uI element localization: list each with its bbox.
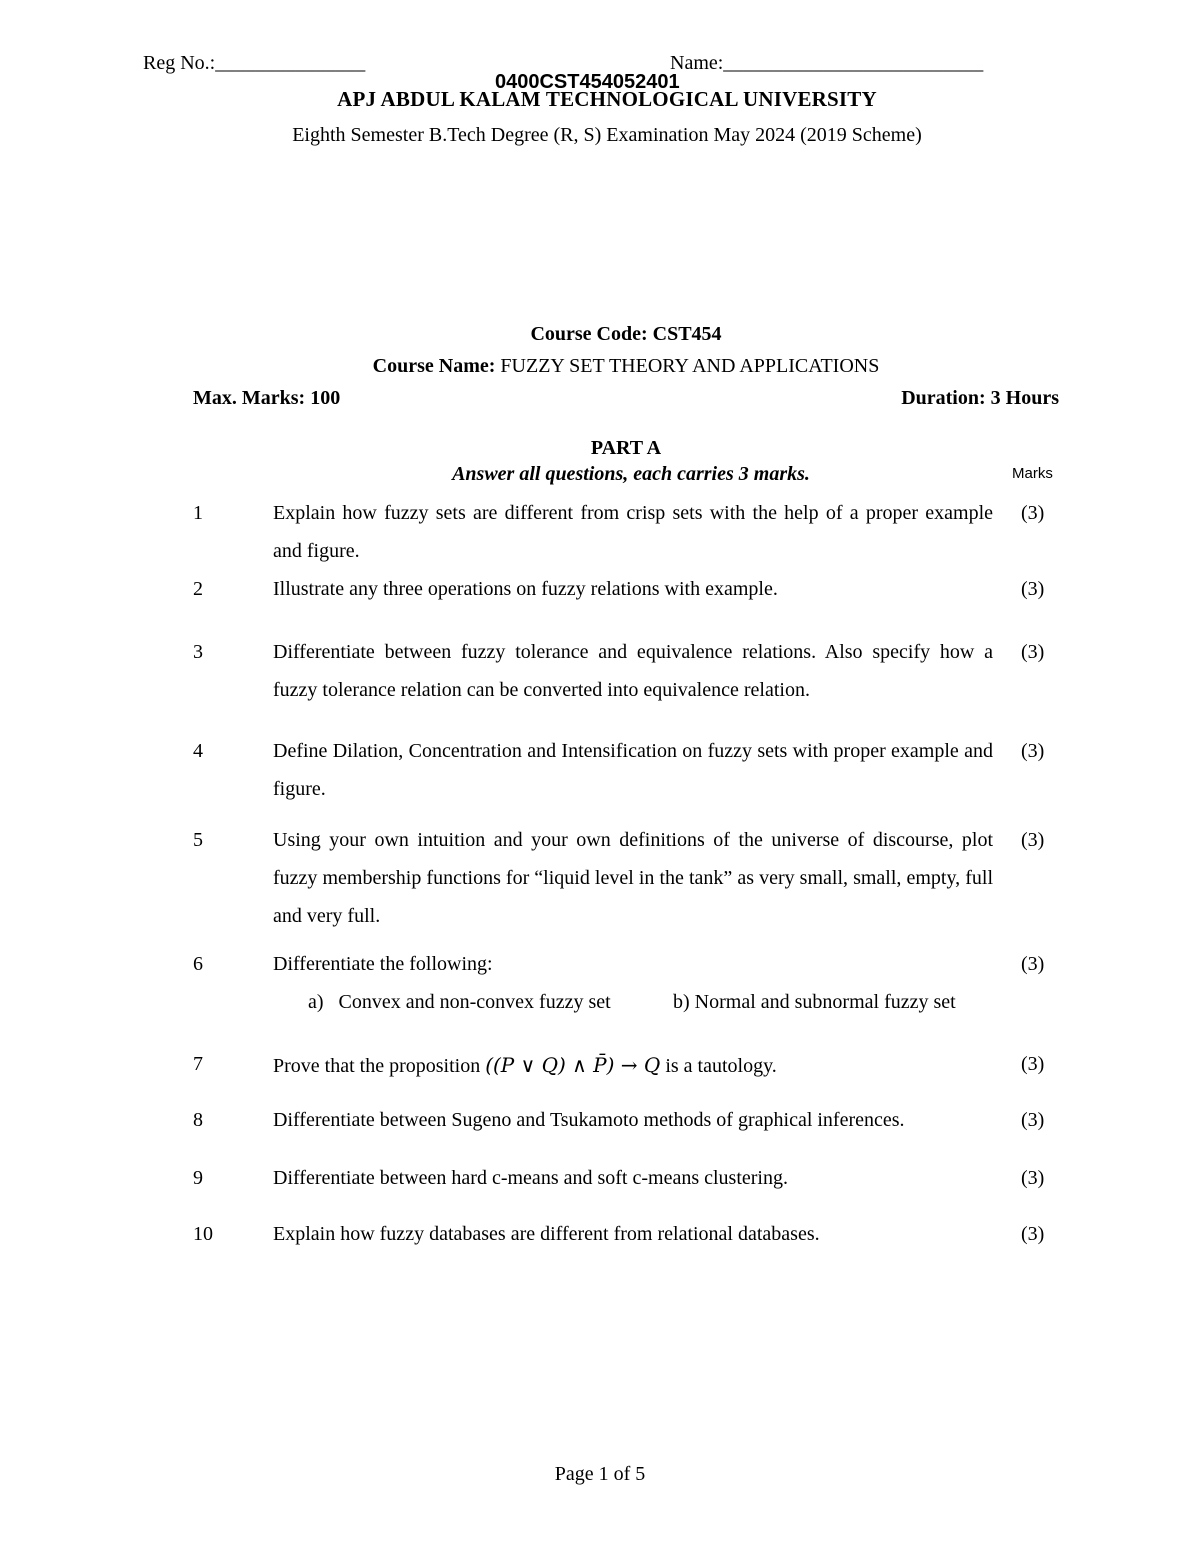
question-marks: (3) — [1021, 1053, 1045, 1075]
question-number: 4 — [193, 740, 203, 762]
course-code: Course Code: CST454 — [530, 323, 722, 345]
question-text-before: Prove that the proposition — [273, 1055, 486, 1077]
question-number: 3 — [193, 641, 203, 663]
sub-question-b: b) Normal and subnormal fuzzy set — [673, 991, 956, 1013]
tautology-formula: ((P ∨ Q) ∧ P̄) → Q — [485, 1053, 661, 1077]
question-number: 9 — [193, 1167, 203, 1189]
question-number: 1 — [193, 502, 203, 524]
question-number: 7 — [193, 1053, 203, 1075]
question-text: Differentiate between hard c-means and soft c-means clustering. — [273, 1167, 788, 1189]
question-number: 6 — [193, 953, 203, 975]
question-marks: (3) — [1021, 829, 1045, 851]
part-a-instruction: Answer all questions, each carries 3 marks. — [452, 463, 810, 485]
course-name-label: Course Name: — [372, 355, 501, 377]
marks-column-header: Marks — [1012, 465, 1053, 482]
question-text: Differentiate between fuzzy tolerance and equivalence relations. Also specify how a fuzzy tolerance relation can be converted into equivalence relation. — [273, 641, 993, 701]
exam-title: Eighth Semester B.Tech Degree (R, S) Examination May 2024 (2019 Scheme) — [292, 124, 922, 146]
university-name: APJ ABDUL KALAM TECHNOLOGICAL UNIVERSITY — [337, 87, 877, 111]
question-number: 2 — [193, 578, 203, 600]
question-number: 10 — [193, 1223, 213, 1245]
page-number: Page 1 of 5 — [554, 1463, 646, 1485]
question-text: Explain how fuzzy databases are different from relational databases. — [273, 1223, 820, 1245]
question-text: Differentiate between Sugeno and Tsukamoto methods of graphical inferences. — [273, 1109, 905, 1131]
question-marks: (3) — [1021, 641, 1045, 663]
question-marks: (3) — [1021, 502, 1045, 524]
question-number: 5 — [193, 829, 203, 851]
question-text: Define Dilation, Concentration and Intensification on fuzzy sets with proper example and figure. — [273, 740, 993, 800]
question-marks: (3) — [1021, 578, 1045, 600]
sub-question-a: a) Convex and non-convex fuzzy set — [308, 991, 611, 1013]
question-text-after: is a tautology. — [660, 1055, 777, 1077]
reg-no-field: Reg No.:_______________ — [143, 52, 366, 74]
question-marks: (3) — [1021, 1109, 1045, 1131]
course-name — [0, 355, 1200, 378]
question-text: Differentiate the following: — [273, 953, 493, 975]
question-marks: (3) — [1021, 740, 1045, 762]
question-text: Illustrate any three operations on fuzzy relations with example. — [273, 578, 778, 600]
part-a-title: PART A — [590, 437, 662, 459]
question-marks: (3) — [1021, 1223, 1045, 1245]
question-text: Explain how fuzzy sets are different from crisp sets with the help of a proper example and figure. — [273, 502, 993, 562]
question-marks: (3) — [1021, 1167, 1045, 1189]
question-marks: (3) — [1021, 953, 1045, 975]
question-number: 8 — [193, 1109, 203, 1131]
question-text — [273, 1053, 777, 1078]
name-field: Name:__________________________ — [670, 52, 984, 74]
max-marks: Max. Marks: 100 — [193, 387, 341, 409]
duration: Duration: 3 Hours — [901, 387, 1059, 409]
paper-code: 0400CST454052401 — [495, 71, 680, 93]
course-name-value: FUZZY SET THEORY AND APPLICATIONS — [500, 355, 880, 377]
question-text: Using your own intuition and your own definitions of the universe of discourse, plot fuzzy membership functions for “liquid level in the tank” as very small, small, empty, full and very full. — [273, 829, 993, 927]
